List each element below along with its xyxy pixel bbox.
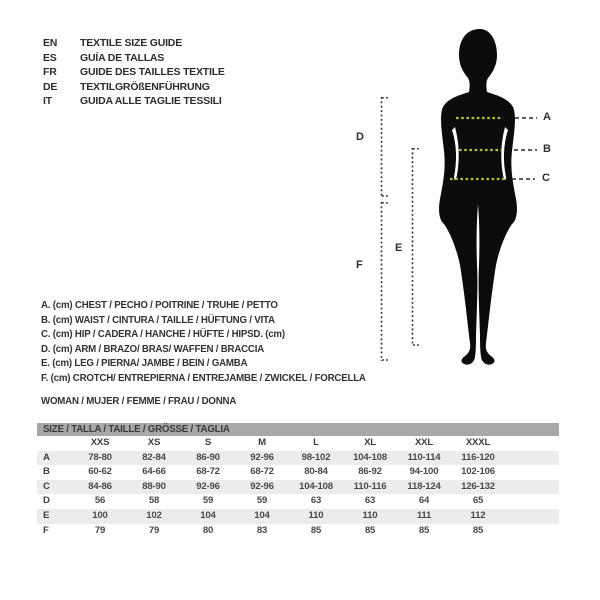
table-cell: 104 <box>254 509 270 521</box>
language-row <box>43 36 225 51</box>
table-cell: 82-84 <box>142 451 166 463</box>
table-cell: 68-72 <box>196 466 220 478</box>
table-cell: 64-66 <box>142 466 166 478</box>
size-column-header: XXXL <box>465 437 491 448</box>
measurement-legend <box>41 299 366 387</box>
table-cell: 94-100 <box>409 466 439 478</box>
size-column-header: S <box>204 437 212 448</box>
language-title: GUÍA DE TALLAS <box>80 51 165 64</box>
table-row <box>37 524 559 539</box>
table-cell: 102-106 <box>461 466 495 478</box>
size-figure <box>330 15 600 385</box>
table-cell: 59 <box>202 495 214 507</box>
measurement-line: F. (cm) CROTCH/ ENTREPIERNA / ENTREJAMBE / ZWICKEL / FORCELLA <box>41 372 366 384</box>
table-cell: 110-114 <box>407 451 441 463</box>
size-table-body <box>37 451 559 539</box>
language-row <box>43 94 225 109</box>
table-cell-filler <box>505 494 559 509</box>
table-cell: 110 <box>362 509 378 521</box>
language-code: IT <box>43 95 52 108</box>
language-code: DE <box>43 80 58 93</box>
table-cell: 64 <box>418 495 430 507</box>
table-cell: 80 <box>202 524 214 536</box>
table-cell: 63 <box>310 495 322 507</box>
marker-label-waist: B <box>543 143 551 155</box>
language-row <box>43 65 225 80</box>
table-cell: 85 <box>310 524 322 536</box>
table-cell: 111 <box>416 509 432 521</box>
size-table <box>37 423 559 538</box>
table-cell: 65 <box>472 495 484 507</box>
language-code: FR <box>43 66 57 79</box>
table-cell: 58 <box>148 495 160 507</box>
table-cell: 126-132 <box>461 480 495 492</box>
table-cell: 92-96 <box>250 480 274 492</box>
table-cell: 110 <box>308 509 324 521</box>
table-cell: 100 <box>92 509 108 521</box>
size-header-filler <box>505 436 559 451</box>
table-cell: 85 <box>418 524 430 536</box>
size-header-row <box>37 436 559 451</box>
table-cell: 116-120 <box>461 451 495 463</box>
table-cell: 85 <box>364 524 376 536</box>
size-column-header: L <box>313 437 319 448</box>
marker-label-leg: E <box>395 242 403 254</box>
table-cell-filler <box>505 524 559 539</box>
table-cell: 92-96 <box>250 451 274 463</box>
table-cell: 84-86 <box>88 480 112 492</box>
size-header-corner <box>37 436 73 451</box>
marker-label-arm: D <box>356 131 364 143</box>
size-table-grid <box>37 436 559 538</box>
table-row <box>37 465 559 480</box>
table-cell: 78-80 <box>88 451 112 463</box>
size-table-title: SIZE / TALLA / TAILLE / GRÖSSE / TAGLIA <box>37 423 559 436</box>
table-cell-filler <box>505 451 559 466</box>
table-cell: 86-90 <box>196 451 220 463</box>
table-cell: 92-96 <box>196 480 220 492</box>
marker-label-crotch: F <box>356 259 363 271</box>
row-label: F <box>43 524 49 536</box>
gender-line: WOMAN / MUJER / FEMME / FRAU / DONNA <box>41 396 237 407</box>
measurement-line: A. (cm) CHEST / PECHO / POITRINE / TRUHE / PETTO <box>41 300 278 311</box>
table-cell: 88-90 <box>142 480 166 492</box>
row-label: D <box>43 495 50 507</box>
table-cell: 110-116 <box>353 480 387 492</box>
table-cell: 98-102 <box>301 451 331 463</box>
language-row <box>43 51 225 66</box>
table-cell: 104 <box>200 509 216 521</box>
row-label: E <box>43 509 50 521</box>
size-column-header: XXL <box>414 437 434 448</box>
row-label: A <box>43 451 50 463</box>
size-column-header: M <box>258 437 266 448</box>
row-label: B <box>43 466 50 478</box>
measurement-line: C. (cm) HIP / CADERA / HANCHE / HÜFTE / HIPSD. (cm) <box>41 329 285 341</box>
table-cell: 63 <box>364 495 376 507</box>
table-cell: 80-84 <box>304 466 328 478</box>
table-cell: 104-108 <box>353 451 387 463</box>
size-column-header: XS <box>147 437 161 448</box>
table-cell: 79 <box>148 524 160 536</box>
table-cell-filler <box>505 509 559 524</box>
table-cell: 118-124 <box>407 480 441 492</box>
table-cell-filler <box>505 480 559 495</box>
measurement-line: E. (cm) LEG / PIERNA/ JAMBE / BEIN / GAMBA <box>41 358 248 370</box>
table-cell: 112 <box>470 509 486 521</box>
table-cell: 85 <box>472 524 484 536</box>
table-cell: 60-62 <box>88 466 112 478</box>
size-column-header: XXS <box>90 437 110 448</box>
language-list <box>43 36 225 109</box>
table-cell-filler <box>505 465 559 480</box>
marker-label-hip: C <box>542 172 550 184</box>
row-label: C <box>43 480 50 492</box>
measurement-line: B. (cm) WAIST / CINTURA / TAILLE / HÜFTUNG / VITA <box>41 314 275 326</box>
language-row <box>43 80 225 95</box>
marker-label-chest: A <box>543 111 551 123</box>
table-cell: 102 <box>146 509 162 521</box>
table-cell: 86-92 <box>358 466 382 478</box>
table-row <box>37 494 559 509</box>
measurement-line: D. (cm) ARM / BRAZO/ BRAS/ WAFFEN / BRACCIA <box>41 343 264 355</box>
table-row <box>37 451 559 466</box>
table-row <box>37 480 559 495</box>
table-cell: 104-108 <box>299 480 333 492</box>
table-cell: 56 <box>94 495 106 507</box>
table-cell: 59 <box>256 495 268 507</box>
table-cell: 83 <box>256 524 268 536</box>
table-cell: 79 <box>94 524 106 536</box>
language-code: ES <box>43 51 57 64</box>
language-title: TEXTILE SIZE GUIDE <box>80 37 182 49</box>
language-title: GUIDE DES TAILLES TEXTILE <box>80 66 225 79</box>
language-title: GUIDA ALLE TAGLIE TESSILI <box>80 95 222 108</box>
table-cell: 68-72 <box>250 466 274 478</box>
table-row <box>37 509 559 524</box>
woman-silhouette <box>439 29 517 365</box>
language-title: TEXTILGRÖßENFÜHRUNG <box>80 80 210 93</box>
language-code: EN <box>43 37 58 49</box>
size-column-header: XL <box>364 437 376 448</box>
